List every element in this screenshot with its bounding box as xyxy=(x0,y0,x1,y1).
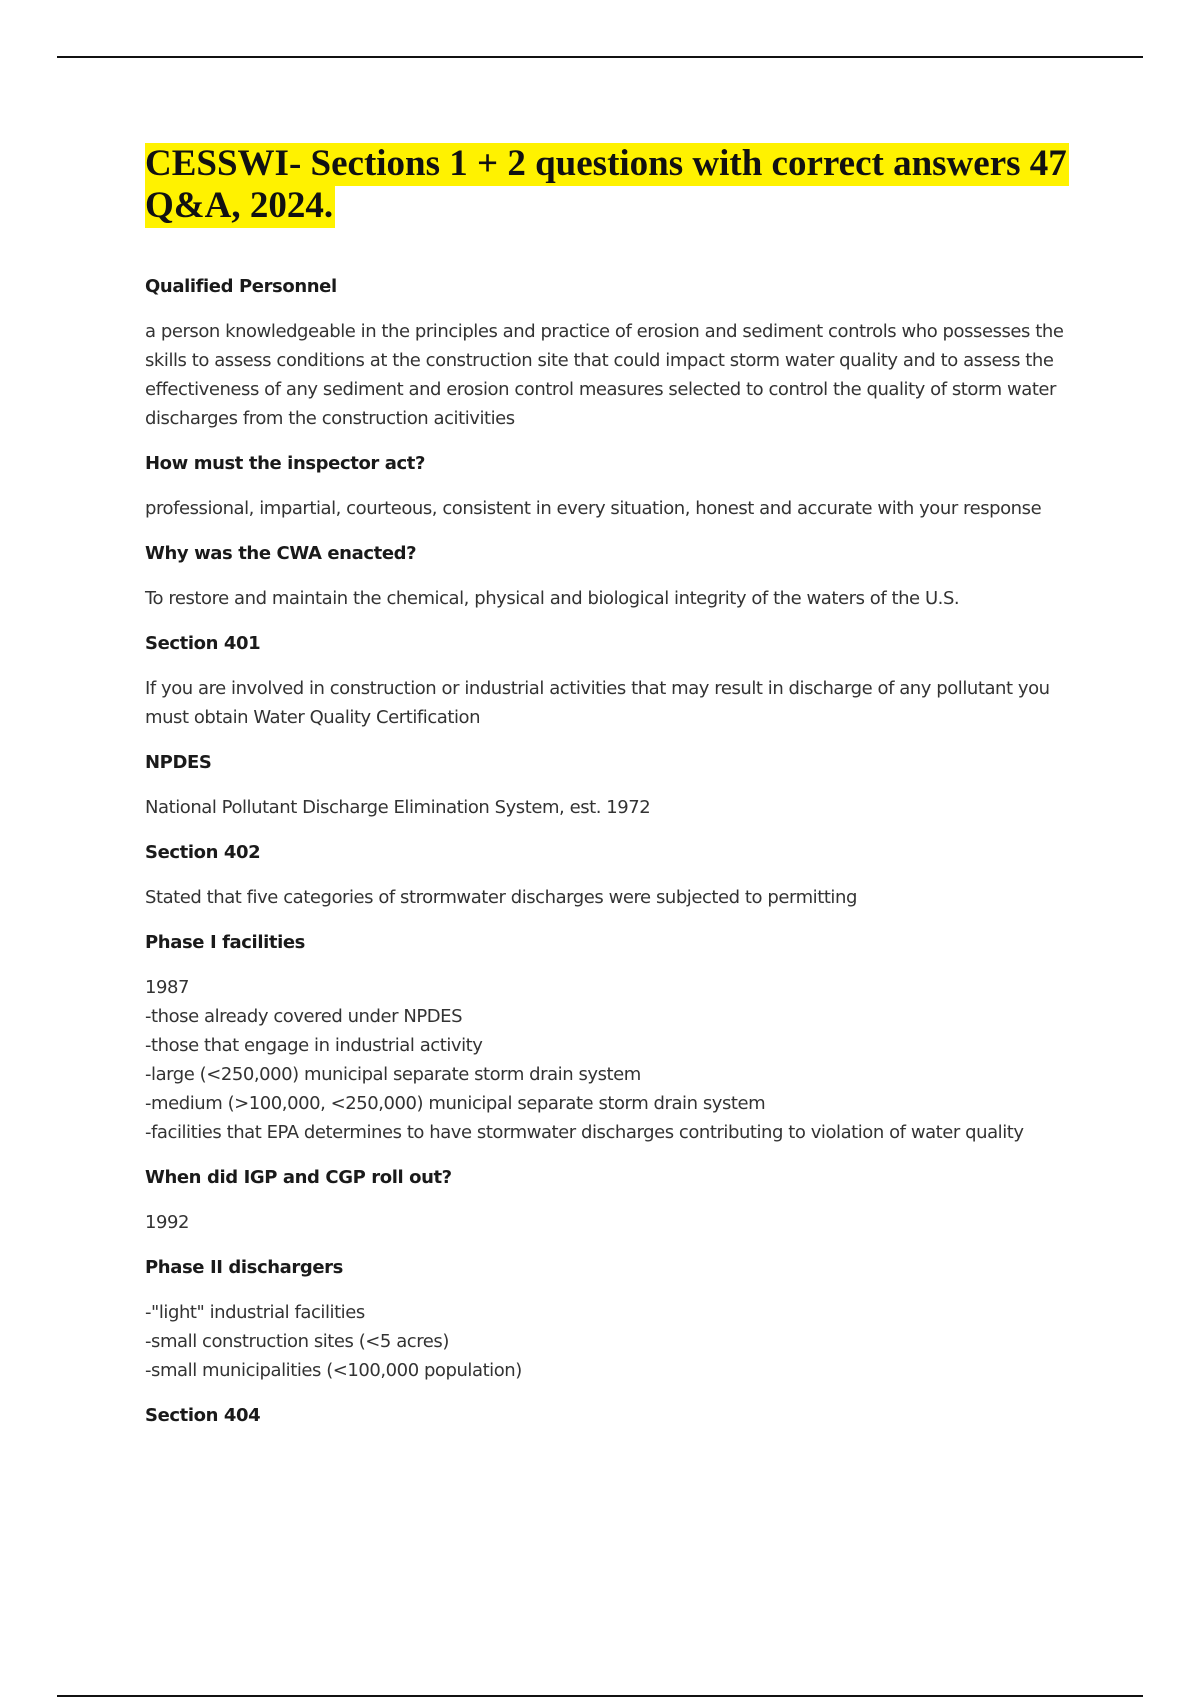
qa-item-section-404 xyxy=(145,1402,1095,1430)
answer-text: 1992 xyxy=(145,1212,190,1233)
answer-text: National Pollutant Discharge Elimination System, est. 1972 xyxy=(145,797,651,818)
answer-text: Stated that five categories of strormwater discharges were subjected to permitting xyxy=(145,887,857,908)
qa-item-npdes xyxy=(145,749,1095,822)
qa-item-cwa-enacted xyxy=(145,540,1095,613)
question-heading: Qualified Personnel xyxy=(145,276,337,297)
qa-item-igp-cgp xyxy=(145,1164,1095,1237)
document-body xyxy=(145,143,1095,1446)
answer-text: 1987 -those already covered under NPDES -those that engage in industrial activity -large (<250,000) municipal separate storm drain system -medium (>100,000, <250,000) municipal separate storm drain system -facilities that EPA determines to have stormwater discharges contributing to violation of water quality xyxy=(145,977,1024,1143)
qa-item-section-402 xyxy=(145,839,1095,912)
header-rule xyxy=(57,56,1143,58)
answer-text: a person knowledgeable in the principles and practice of erosion and sediment controls who possesses the skills to assess conditions at the construction site that could impact storm water quality and to assess the effectiveness of any sediment and erosion control measures selected to control the quality of storm water discharges from the construction acitivities xyxy=(145,321,1064,429)
document-title-text: CESSWI- Sections 1 + 2 questions with correct answers 47 Q&A, 2024. xyxy=(145,143,1067,226)
question-heading: NPDES xyxy=(145,752,212,773)
qa-item-phase-ii-dischargers xyxy=(145,1254,1095,1385)
question-heading: Phase I facilities xyxy=(145,932,305,953)
question-heading: Section 401 xyxy=(145,633,261,654)
question-heading: Section 402 xyxy=(145,842,261,863)
qa-item-phase-i-facilities xyxy=(145,929,1095,1147)
footer-rule xyxy=(57,1695,1143,1697)
document-title xyxy=(145,143,1085,227)
question-heading: Phase II dischargers xyxy=(145,1257,343,1278)
question-heading: Section 404 xyxy=(145,1405,261,1426)
question-heading: When did IGP and CGP roll out? xyxy=(145,1167,452,1188)
answer-text: To restore and maintain the chemical, physical and biological integrity of the waters of the U.S. xyxy=(145,588,960,609)
qa-item-section-401 xyxy=(145,630,1095,732)
answer-text: -"light" industrial facilities -small construction sites (<5 acres) -small municipalities (<100,000 population) xyxy=(145,1302,522,1381)
question-heading: How must the inspector act? xyxy=(145,453,426,474)
question-heading: Why was the CWA enacted? xyxy=(145,543,417,564)
answer-text: professional, impartial, courteous, consistent in every situation, honest and accurate with your response xyxy=(145,498,1042,519)
qa-item-qualified-personnel xyxy=(145,273,1095,433)
qa-item-inspector-act xyxy=(145,450,1095,523)
answer-text: If you are involved in construction or industrial activities that may result in discharge of any pollutant you must obtain Water Quality Certification xyxy=(145,678,1050,728)
